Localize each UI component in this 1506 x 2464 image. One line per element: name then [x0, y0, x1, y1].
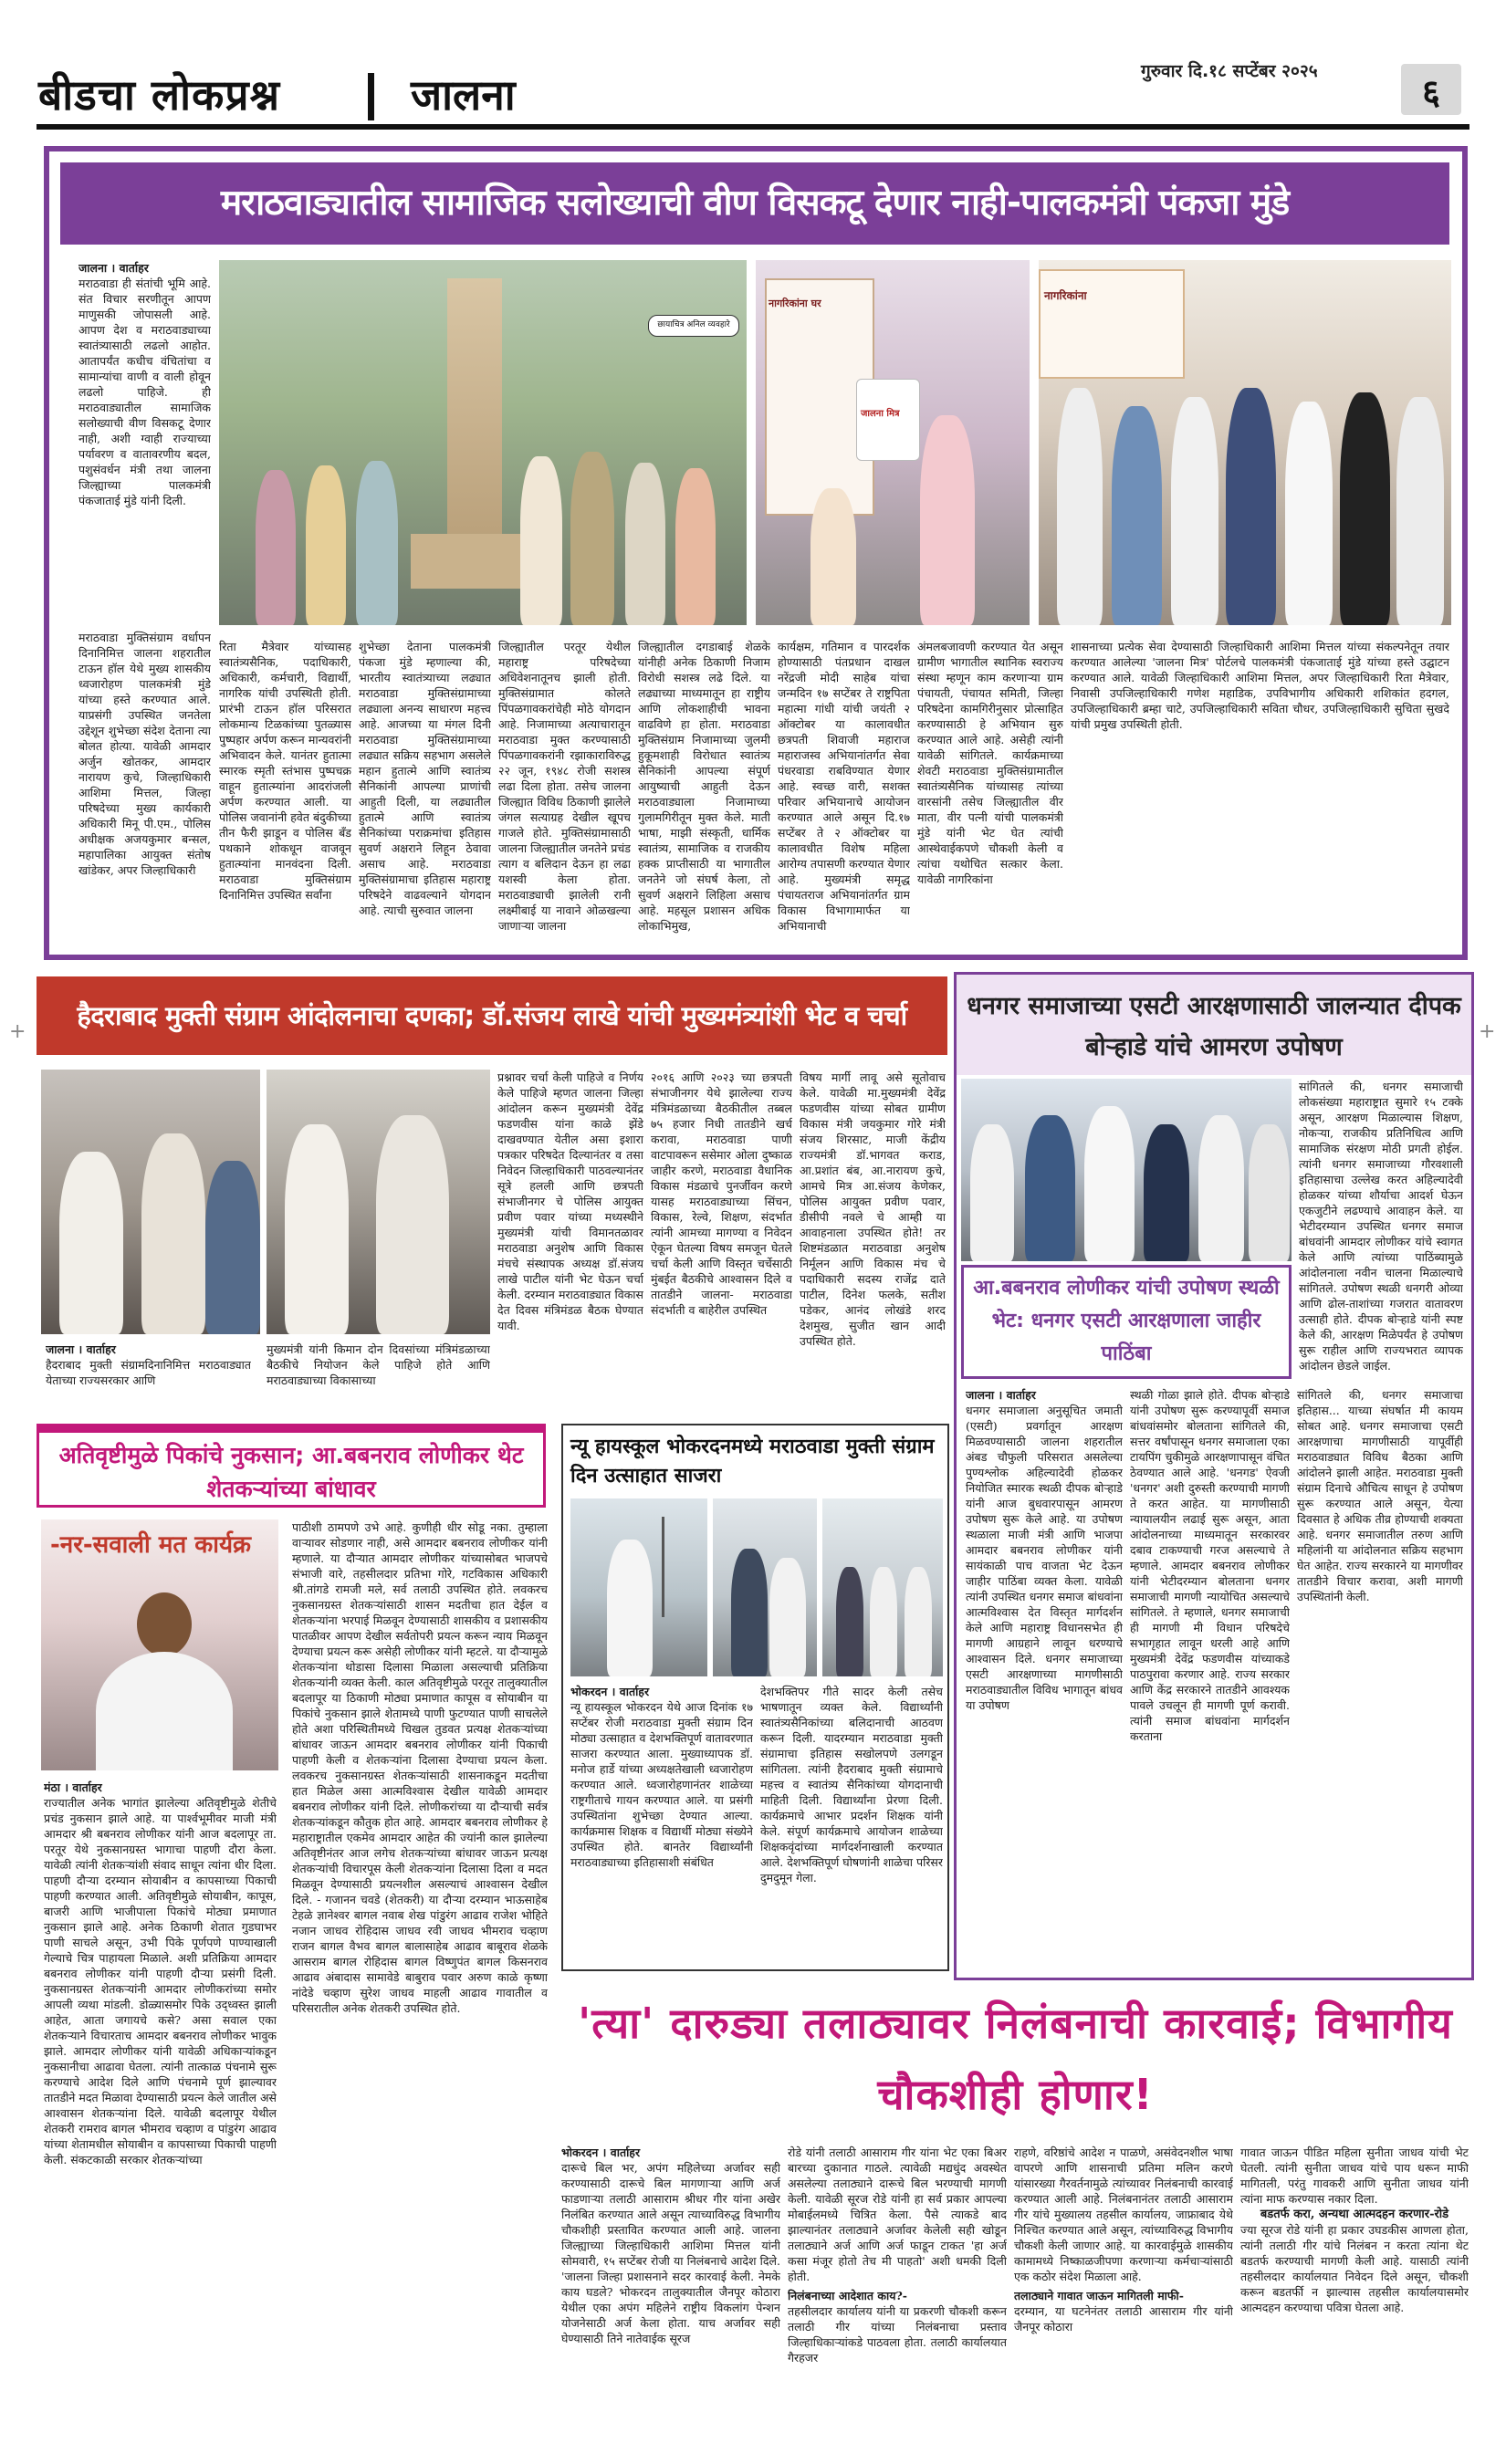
story-1-col-8: शासनाच्या प्रत्येक सेवा देण्यासाठी जिल्हाधिकारी आशिमा मित्तल यांच्या संकल्पनेतून तयार करण्यात आलेल्या 'जालना मित्र' पोर्टलचे पालकमंत्री पंकजाताई मुंडे यांच्या हस्ते उद्घाटन करण्यात आले. यावेळी जिल्हाधिकारी आशिमा मित्तल, अपर जिल्हाधिकारी रिता मैत्रेवार, निवासी उपजिल्हाधिकारी गणेश महाडिक, उपविभागीय अधिकारी शशिकांत हदगल, उपजिल्हाधिकारी ब्रम्हा चाटे, उपजिल्हाधिकारी सविता चौधर, उपजिल्हाधिकारी सुचिता सुखदे यांची प्रमुख उपस्थिती होती.: [1071, 640, 1449, 731]
story-5-col-1: [570, 1684, 753, 1962]
story-5-headline: न्यू हायस्कूल भोकरदनमध्ये मराठवाडा मुक्ती संग्राम दिन उत्साहात साजरा: [570, 1436, 935, 1488]
story-1-col-3: शुभेच्छा देताना पालकमंत्री पंकजा मुंडे म्हणाल्या की, भारतीय स्वातंत्र्याच्या लढ्यात मराठवाडा मुक्तिसंग्रामाच्या लढ्याला अनन्य साधारण महत्त्व आहे. आजच्या या मंगल दिनी मराठवाडा मुक्तिसंग्रामाच्या लढ्यात सक्रिय सहभाग असलेले महान हुतात्मे आणि स्वातंत्र्य सैनिकांनी आपल्या प्राणांची आहुती दिली, या लढ्यातील हुतात्मे आणि स्वातंत्र्य सैनिकांच्या पराक्रमांचा इतिहास सुवर्ण अक्षराने लिहून ठेवावा असाच आहे. मराठवाडा मुक्तिसंग्रामाचा इतिहास महाराष्ट्र परिषदेने वाढवल्याने योगदान आहे. त्याची सुरुवात जालना: [359, 640, 491, 917]
story-3-col-2: स्थळी गोळा झाले होते. दीपक बोऱ्हाडे यांनी उपोषण सुरू करण्यापूर्वी समाज बांधवांसमोर बोलताना सांगितले की, सत्तर वर्षांपासून धनगर समाजाला एका टायपिंग चुकीमुळे आरक्षणापासून वंचित ठेवण्यात आले आहे. 'धनगड' ऐवजी 'धनगर' अशी दुरुस्ती करण्याची मागणी ते करत आहेत. या मागणीसाठी न्यायालयीन लढाई सुरू असून, आता आंदोलनाच्या माध्यमातून सरकारवर दबाव टाकण्याची गरज असल्याचे ते म्हणाले. आमदार बबनराव लोणीकर यांनी भेटीदरम्यान बोलताना धनगर समाजाची मागणी न्यायोचित असल्याचे सांगितले. ते म्हणाले, धनगर समाजाची ही मागणी मी विधान परिषदेचे सभागृहात लावून धरली आहे आणि मुख्यमंत्री देवेंद्र फडणवीस यांच्याकडे पाठपुरावा करणार आहे. राज्य सरकार आणि केंद्र सरकारने तातडीने आवश्यक पावले उचलून ही मागणी पूर्ण करावी. त्यांनी समाज बांधवांना मार्गदर्शन करताना: [1130, 1388, 1290, 1743]
masthead-rule: [37, 124, 1469, 130]
person: [1025, 1115, 1075, 1261]
story-2-caption: [46, 1342, 251, 1415]
story-3-dateline: जालना । वार्ताहर: [966, 1388, 1036, 1402]
section-name: जालना: [411, 70, 516, 120]
person: [1226, 388, 1276, 625]
story-6-col-3b-text: दरम्यान, या घटनेनंतर तलाठी आसाराम गीर यांनी जैनपूर कोठारा: [1014, 2304, 1233, 2333]
story-3-col-1-text: धनगर समाजाला अनुसूचित जमाती (एसटी) प्रवर्गातून आरक्षण मिळवण्यासाठी जालना शहरातील अंबड चौफुली परिसरात असलेल्या पुण्यश्लोक अहिल्यादेवी होळकर नियोजित स्मारक स्थळी दीपक बोऱ्हाडे यांनी आज बुधवारपासून आमरण उपोषण सुरू केले आहे. या उपोषण स्थळाला माजी मंत्री आणि भाजपा आमदार बबनराव लोणीकर यांनी सायंकाळी पाच वाजता भेट देऊन जाहीर पाठिंबा व्यक्त केला. यावेळी त्यांनी उपस्थित धनगर समाज बांधवांना आत्मविश्वास देत विस्तृत मार्गदर्शन केले आणि महाराष्ट्र विधानसभेत ही मागणी आग्रहाने लावून धरण्याचे आश्वासन दिले. धनगर समाजाच्या एसटी आरक्षणाच्या मागणीसाठी मराठवाड्यातील विविध भागातून बांधव या उपोषण: [966, 1404, 1123, 1712]
story-5-col-2: देशभक्तिपर गीते सादर केली तसेच भाषणातून व्यक्त केले. विद्यार्थ्यांनी स्वातंत्र्यसैनिकांच्या बलिदानाची आठवण करून दिली. यादरम्यान मराठवाडा मुक्ती संग्रामाचा इतिहास सखोलपणे उलगडून सांगितला. त्यांनी हैदराबाद मुक्ती संग्रामाचे महत्त्व व स्वातंत्र्य सैनिकांच्या योगदानाची माहिती दिली. विद्यार्थ्यांना प्रेरणा दिली. कार्यक्रमाचे आभार प्रदर्शन शिक्षक यांनी केले. संपूर्ण कार्यक्रमाचे आयोजन शाळेच्या शिक्षकवृंदांच्या मार्गदर्शनाखाली करण्यात आले. देशभक्तिपूर्ण घोषणांनी शाळेचा परिसर दुमदुमून गेला.: [760, 1685, 943, 1885]
story-3-col-3: सांगितले की, धनगर समाजाचा इतिहास... याच्या संघर्षात मी कायम सोबत आहे. धनगर समाजाचा एसटी आरक्षणाचा मागणीसाठी यापूर्वीही मराठवाड्यात विविध बैठका आणि आंदोलने झाली आहेत. मराठवाडा मुक्ती संग्राम दिनाचे औचित्य साधून हे उपोषण सुरू करण्यात आले असून, येत्या दिवसात हे अधिक तीव्र होण्याची शक्यता आहे. धनगर समाजातील तरुण आणि महिलांनी या आंदोलनात सक्रिय सहभाग घेत आहेत. राज्य सरकारने या मागणीवर तातडीने विचार करावा, अशी मागणी उपस्थितांनी केली.: [1297, 1388, 1463, 1603]
story-1-col-6: कार्यक्षम, गतिमान व पारदर्शक होण्यासाठी पंतप्रधान दाखल नरेंद्रजी मोदी साहेब यांचा जन्मदिन १७ सप्टेंबर ते राष्ट्रपिता महात्मा गांधी यांची जयंती २ ऑक्टोबर या कालावधीत छत्रपती शिवाजी महाराज महाराजस्व अभियानांतर्गत सेवा पंधरवाडा राबविण्यात येणार आहे. स्वच्छ वारी, सशक्त परिवार अभियानाचे आयोजन करण्यात आले असून दि.१७ सप्टेंबर ते २ ऑक्टोबर या कालावधीत विशेष महिला आरोग्य तपासणी करण्यात येणार आहे. मुख्यमंत्री समृद्ध पंचायतराज अभियानांतर्गत ग्राम विकास विभागामार्फत या अभियानाची: [778, 640, 910, 933]
story-5-photo-2: [713, 1498, 817, 1676]
story-1-lead: [78, 260, 211, 625]
registration-mark-right: +: [1479, 1020, 1496, 1043]
person: [1285, 402, 1333, 625]
person: [970, 1124, 1014, 1261]
person: [285, 1124, 349, 1334]
person: [1171, 397, 1218, 625]
story-2-headline: हैदराबाद मुक्ती संग्राम आंदोलनाचा दणका; डॉ.संजय लाखे यांची मुख्यमंत्र्यांशी भेट व चर्चा: [77, 1000, 907, 1031]
photo-backdrop-text: -नर-सवाली मत कार्यक्र: [50, 1531, 251, 1559]
person: [256, 470, 296, 625]
story-1-headline: मराठवाड्यातील सामाजिक सलोख्याची वीण विसकटू देणार नाही-पालकमंत्री पंकजा मुंडे: [220, 183, 1290, 224]
story-5-dateline: भोकरदन । वार्ताहर: [570, 1685, 650, 1698]
paper-name: बीडचा लोकप्रश्न: [38, 70, 281, 120]
person: [1084, 1106, 1135, 1261]
banner: [1039, 269, 1185, 379]
story-6-col-4: [1240, 2145, 1469, 2455]
story-2-col-2: २०१६ आणि २०२३ च्या छत्रपती संभाजीनगर येथे झालेल्या राज्य मंत्रिमंडळाच्या बैठकीतील तब्बल ७५ हजार निधी तातडीने खर्च करावा, मराठवाडा पाणी वाटपावरून ससेमार ओला दुष्काळ जाहीर करणे, मराठवाडा वैधानिक विकास मंडळाचे पुनर्जीवन करणे यासह मराठवाड्याच्या सिंचन, विकास, रेल्वे, शिक्षण, संदर्भात त्यांनी आमच्या मागण्या व निवेदन ऐकून घेतल्या विषय समजून घेतले चर्चा केली आणि विस्तृत चर्चेसाठी मुंबईत बैठकीचे आश्वासन दिले व तातडीने जालना- मराठवाडा संदर्भाती व बाहेरील उपस्थित: [651, 1070, 792, 1317]
story-1-col-7: अंमलबजावणी करण्यात येत असून ग्रामीण भागातील स्थानिक स्वराज्य संस्था म्हणून काम करणाऱ्या ग्राम पंचायती, पंचायत समिती, जिल्हा परिषदेना कामगिरीनुसार प्रोत्साहित करण्यासाठी हे अभियान सुरु करण्यात आले आहे. असेही त्यांनी यावेळी सांगितले. कार्यक्रमाच्या शेवटी मराठवाडा मुक्तिसंग्रामातील स्वातंत्र्यसैनिक यांच्यासह त्यांच्या वारसांनी तसेच जिल्ह्यातील वीर माता, वीर पत्नी यांची पालकमंत्री मुंडे यांनी भेट घेत त्यांची आस्थेवाईकपणे चौकशी केली व त्यांचा यथोचित सत्कार केला. यावेळी नागरिकांना: [917, 640, 1063, 886]
story-6-subhead-2: तलाठ्याने गावात जाऊन मागितली माफी-: [1014, 2289, 1184, 2302]
person: [920, 415, 975, 625]
story-4-col-1: [44, 1780, 277, 2455]
story-5-photo-3: [822, 1498, 943, 1676]
story-6-col-4-text: गावात जाऊन पीडित महिला सुनीता जाधव यांची भेट घेतली. त्यांनी सुनीता जाधव यांचे पाय धरून माफी मागितली, परंतु गावकरी आणि सुनीता जाधव यांनी त्यांना माफ करण्यास नकार दिला.: [1240, 2146, 1469, 2206]
person: [59, 1152, 123, 1334]
story-3-headline: धनगर समाजाच्या एसटी आरक्षणासाठी जालन्यात दीपक बोऱ्हाडे यांचे आमरण उपोषण: [967, 992, 1461, 1061]
story-6-subhead-3: बडतर्फ करा, अन्यथा आत्मदहन करणार-रोडे: [1260, 2208, 1449, 2221]
story-1-photo-group: [1039, 260, 1451, 625]
person: [1198, 1115, 1244, 1261]
person: [306, 465, 346, 625]
story-1-photo-portal-launch: [756, 260, 1030, 625]
person: [356, 461, 398, 625]
story-3-col-top: सांगितले की, धनगर समाजाची लोकसंख्या महाराष्ट्रात सुमारे १५ टक्के असून, आरक्षण मिळाल्यास शिक्षण, नोकऱ्या, राजकीय प्रतिनिधित्व आणि सामाजिक संरक्षण मोठी प्रगती होईल. त्यांनी धनगर समाजाच्या गौरवशाली इतिहासाचा उल्लेख करत अहिल्यादेवी होळकर यांच्या शौर्याचा आदर्श घेऊन एकजुटीने लढण्याचे आवाहन केले. या भेटीदरम्यान उपस्थित धनगर समाज बांधवांनी आमदार लोणीकर यांचे स्वागत केले आणि त्यांच्या पाठिंब्यामुळे आंदोलनाला नवीन चालना मिळाल्याचे सांगितले. उपोषण स्थळी धनगरी ओव्या आणि ढोल-ताशांच्या गजरात वातावरण उत्साही होते. दीपक बोऱ्हाडे यांनी स्पष्ट केले की, आरक्षण मिळेपर्यंत हे उपोषण सुरू राहील आणि राज्यभरात व्यापक आंदोलन छेडले जाईल.: [1299, 1080, 1463, 1373]
person: [205, 1161, 260, 1334]
story-1-col-4: जिल्ह्यातील परतूर येथील महाराष्ट्र परिषदेच्या अधिवेशनातूनच झाली होती. मुक्तिसंग्रामात कोलते पिंपळगावकरांचेही मोठे योगदान आहे. निजामाच्या अत्याचारातून मराठवाडा मुक्त करण्यासाठी पिंपळगावकरांनी रझाकाराविरुद्ध २२ जून, १९४८ रोजी सशस्त्र लढा दिला होता. तसेच जालना जिल्ह्यात विविध ठिकाणी झालेले जंगल सत्याग्रह देखील खूपच गाजले होते. मुक्तिसंग्रामासाठी जालना जिल्ह्यातील जनतेने प्रचंड त्याग व बलिदान देऊन हा लढा यशस्वी केला होता. मराठवाड्याची झालेली रानी लक्ष्मीबाई या नावाने ओळखल्या जाणाऱ्या जालना: [498, 640, 631, 933]
person: [1144, 1124, 1189, 1261]
story-4-dateline: मंठा । वार्ताहर: [44, 1780, 102, 1794]
flag: [662, 1517, 664, 1617]
story-6-col-1-text: दारूचे बिल भर, अपंग महिलेच्या अर्जावर सही करण्यासाठी दारूचे बिल मागणाऱ्या आणि अर्ज फाडणाऱ्या तलाठी आसाराम श्रीधर गीर यांना अखेर निलंबित करण्यात आले असून त्याच्याविरुद्ध विभागीय चौकशीही प्रस्तावित करण्यात आली आहे. जालना जिल्ह्याच्या जिल्हाधिकारी आशिमा मित्तल यांनी सोमवारी, १५ सप्टेंबर रोजी या निलंबनाचे आदेश दिले. 'जालना जिल्हा प्रशासनाने सदर कारवाई केली. नेमके काय घडले? भोकरदन तालुक्यातील जैनपूर कोठारा येथील एका अपंग महिलेने राष्ट्रीय विकलांग पेन्शन योजनेसाठी अर्ज केला होता. याच अर्जावर सही घेण्यासाठी तिने नातेवाईक सूरज: [561, 2161, 780, 2345]
person: [520, 456, 562, 625]
person: [607, 1540, 653, 1676]
person: [570, 452, 614, 625]
story-2-photo-left: [41, 1070, 260, 1334]
masthead: [0, 0, 1506, 137]
story-6-col-2b-text: तहसीलदार कार्यालय यांनी या प्रकरणी चौकशी करून तलाठी गीर यांच्या निलंबनाचा प्रस्ताव जिल्हाधिकाऱ्यांकडे पाठवला होता. तलाठी कार्यालयात गैरहजर: [788, 2304, 1007, 2365]
story-3-photo: [961, 1079, 1292, 1261]
person: [731, 1549, 768, 1676]
story-1-photo-ceremony: [219, 260, 747, 625]
story-4-col-1-text: राज्यातील अनेक भागांत झालेल्या अतिवृष्टीमुळे शेतीचे प्रचंड नुकसान झाले आहे. या पार्श्वभूमीवर माजी मंत्री आमदार श्री बबनराव लोणीकर यांनी आज बदलापूर ता. परतूर येथे नुकसानग्रस्त भागाचा पाहणी दौरा केला. यावेळी त्यांनी शेतकऱ्यांशी संवाद साधून त्यांना धीर दिला. पाहणी दौऱ्या दरम्यान सोयाबीन व कापसाच्या पिकाची पाहणी करण्यात आली. अतिवृष्टीमुळे सोयाबीन, कापूस, बाजरी आणि भाजीपाला पिकांचे मोठ्या प्रमाणात नुकसान झाले आहे. अनेक ठिकाणी शेतात गुडघाभर पाणी साचले असून, उभी पिके पूर्णपणे पाण्याखाली गेल्याचे चित्र पाहायला मिळाले. अशी प्रतिक्रिया आमदार बबनराव लोणीकर यांनी पाहणी दौऱ्या प्रसंगी दिली. नुकसानग्रस्त शेतकऱ्यांनी आमदार लोणीकरांच्या समोर आपली व्यथा मांडली. डोळ्यासमोर पिके उद्ध्वस्त झाली आहेत, आता जगायचे कसे? असा सवाल एका शेतकऱ्याने विचारताच आमदार बबनराव लोणीकर भावुक झाले. आमदार लोणीकर यांनी यावेळी अधिकाऱ्यांकडून नुकसानीचा आढावा घेतला. त्यांनी तात्काळ पंचनामे सुरू करण्याचे आदेश दिले आणि पंचनामे पूर्ण झाल्यावर तातडीने मदत मिळावा देण्यासाठी प्रयत्न केले जातील असे आश्वासन शेतकऱ्यांना दिले. यावेळी बदलापूर येथील शेतकरी रामराव बागल भीमराव चव्हाण व पांडुरंग आढाव यांच्या शेतामधील सोयाबीन व कापसाच्या पिकाची पाहणी केली. संकटकाळी सरकार शेतकऱ्यांच्या: [44, 1796, 277, 2166]
tshirt: [856, 379, 920, 461]
story-4-col-2: पाठीशी ठामपणे उभे आहे. कुणीही धीर सोडू नका. तुम्हाला वाऱ्यावर सोडणार नाही, असे आमदार बबनराव लोणीकर यांनी म्हणाले. या दौऱ्यात आमदार लोणीकर यांच्यासोबत भाजपचे संभाजी वारे, तहसीलदार प्रतिभा गोरे, गटविकास अधिकारी श्री.तांगडे रामजी मले, सर्व तलाठी उपस्थित होते. लवकरच नुकसानग्रस्त शेतकऱ्यांसाठी शासन मदतीचा हात देईल व शेतकऱ्यांना भरपाई मिळवून देण्यासाठी शासकीय व प्रशासकीय पातळीवर आपण देखील सर्वतोपरी प्रयत्न करून न्याय मिळवून देण्याचा प्रयत्न करू असेही लोणीकर यांनी म्हटले. या दौऱ्यामुळे शेतकऱ्यांना थोडासा दिलासा मिळाला असल्याची प्रतिक्रिया शेतकऱ्यांनी व्यक्त केली. काल अतिवृष्टीमुळे परतूर तालुक्यातील बदलापूर या ठिकाणी मोठ्या प्रमाणात कापूस व सोयाबीन या पिकांचे नुकसान झाले शेतामध्ये पाणी फुटण्यात पाणी साचलेले होते अशा परिस्थितीमध्ये चिखल तुडवत प्रत्यक्ष शेतकऱ्यांच्या बांधावर जाऊन आमदार बबनराव लोणीकर यांनी पिकाची पाहणी केली व शेतकऱ्यांना दिलासा देण्याचा प्रयत्न केला. लवकरच नुकसानग्रस्त शेतकऱ्यांसाठी शासनाकडून मदतीचा हात मिळेल असा आत्मविश्वास देखील यावेळी आमदार बबनराव लोणीकर यांनी दिले. लोणीकरांच्या या दौऱ्याची सर्वत्र शेतकऱ्यांकडून कौतुक होत आहे. आमदार बबनराव लोणीकर हे महाराष्ट्रातील एकमेव आमदार आहेत की ज्यांनी काल झालेल्या अतिवृष्टीनंतर आज लगेच शेतकऱ्यांच्या बांधावर जाऊन प्रत्यक्ष शेतकऱ्यांची विचारपूस केली शेतकऱ्यांना दिलासा दिला व मदत मिळवून देण्यासाठी प्रयत्नशील असल्याचं आश्वासन देखील दिले. - गजानन चवडे (शेतकरी) या दौऱ्या दरम्यान भाऊसाहेब टेहळे ज्ञानेश्वर बागल नवाब शेख पांडुरंग आढाव राजेश भोहिते नजान जाधव रोहिदास जाधव रवी जाधव भीमराव चव्हाण राजन बागल वैभव बागल बालासाहेब आढाव बाबूराव शेळके आसराम बागल रोहिदास बागल विष्णुपंत बागल किसनराव आढाव अंबादास सामावेडे बाबुराव पवार अरुण काळे कृष्णा नांदेडे चव्हाण सुरेश जाधव माहली आढाव गावातील व परिसरातील अनेक शेतकरी उपस्थित होते.: [292, 1520, 548, 2015]
standee-text: नागरिकांना घर: [769, 298, 821, 309]
story-5-photo-1: [570, 1498, 707, 1676]
story-2-dateline: जालना । वार्ताहर: [46, 1342, 116, 1356]
tshirt-text: जालना मित्र: [861, 409, 900, 419]
person: [1396, 397, 1444, 625]
person: [769, 1558, 806, 1676]
story-6-col-4b-text: ज्या सूरज रोडे यांनी हा प्रकार उघडकीस आणला होता, त्यांनी तलाठी गीर यांचे निलंबन न करता त्यांना थेट बडतर्फ करण्याची मागणी केली आहे. यासाठी त्यांनी तहसीलदार कार्यालयात निवेदन दिले असून, चौकशी करून बडतर्फी न झाल्यास तहसील कार्यालयासमोर आत्मदहन करण्याचा पवित्रा घेतला आहे.: [1240, 2223, 1469, 2314]
masthead-divider: [368, 73, 374, 120]
registration-mark-left: +: [9, 1020, 26, 1043]
story-4-photo: [41, 1519, 278, 1770]
story-6-col-3-text: राहणे, वरिष्ठांचे आदेश न पाळणे, असंवेदनशील भाषा वापरणे आणि शासनाची प्रतिमा मलिन करणे यांसारख्या गैरवर्तनामुळे त्यांच्यावर निलंबनाची कारवाई करण्यात आली आहे. निलंबनानंतर तलाठी आसाराम गीर यांचे मुख्यालय तहसील कार्यालय, जाफ्राबाद येथे निश्चित करण्यात आले असून, त्यांच्याविरुद्ध विभागीय चौकशी केली जाणार आहे. या कारवाईमुळे शासकीय कामामध्ये निष्काळजीपणा करणाऱ्या कर्मचाऱ्यांसाठी एक कठोर संदेश मिळाला आहे.: [1014, 2146, 1233, 2283]
issue-date: गुरुवार दि.१८ सप्टेंबर २०२५: [1141, 61, 1318, 81]
story-1-col-5: जिल्ह्यातील दगडाबाई शेळके यांनीही अनेक ठिकाणी निजाम विरोधी सशस्त्र लढे दिले. या लढ्याच्या माध्यमातून हा राष्ट्रीय आणि लोकशाहीची भावना वाढविणे हा होता. मराठवाडा मुक्तिसंग्राम निजामाच्या जुलमी हुकूमशाही विरोधात स्वातंत्र्य सैनिकांनी आपल्या संपूर्ण आयुष्याची आहुती देऊन मराठवाड्याला निजामाच्या गुलामगिरीतून मुक्त केले. माती भाषा, माझी संस्कृती, धार्मिक स्वातंत्र्य, सामाजिक व राजकीय हक्क प्राप्तीसाठी या भागातील जनतेने जो संघर्ष केला, तो सुवर्ण अक्षराने लिहिला असाच आहे. महसूल प्रशासन अधिक लोकाभिमुख,: [638, 640, 770, 933]
story-6-dateline: भोकरदन । वार्ताहर: [561, 2146, 641, 2159]
story-1-lead-text: मराठवाडा ही संतांची भूमि आहे. संत विचार सरणीतून आपण माणुसकी जोपासली आहे. आपण देश व मराठवाड्याच्या स्वातंत्र्यासाठी लढलो आहोत. आतापर्यंत कधीच वंचितांचा व सामान्यांचा वाणी व वाली होवून लढलो पाहिजे. ही मराठवाड्यातील सामाजिक सलोख्याची वीण विसकटू देणार नाही, अशी ग्वाही राज्याच्या पर्यावरण व वातावरणीय बदल, पशुसंवर्धन मंत्री तथा जालना जिल्ह्याच्या पालकमंत्री पंकजाताई मुंडे यांनी दिली.: [78, 277, 211, 507]
person: [675, 468, 716, 625]
story-5-col-1-text: न्यू हायस्कूल भोकरदन येथे आज दिनांक १७ सप्टेंबर रोजी मराठवाडा मुक्ती संग्राम दिन मोठ्या उत्साहात व देशभक्तिपूर्ण वातावरणात साजरा करण्यात आला. मुख्याध्यापक डॉ. मनोज हार्डे यांच्या अध्यक्षतेखाली ध्वजारोहण करण्यात आले. ध्वजारोहणानंतर शाळेच्या राष्ट्रगीताचे गायन करण्यात आले. या प्रसंगी उपस्थितांना शुभेच्छा देण्यात आल्या. कार्यक्रमास शिक्षक व विद्यार्थी मोठ्या संख्येने उपस्थित होते. बानतेर विद्यार्थ्यांनी मराठवाड्याच्या इतिहासाशी संबंधित: [570, 1700, 753, 1869]
story-2-photo-right: [267, 1070, 490, 1334]
person: [870, 1567, 897, 1676]
person: [836, 1567, 863, 1676]
story-6-col-3: [1014, 2145, 1233, 2455]
memorial-base: [411, 534, 539, 589]
story-6-subhead-1: निलंबनाच्या आदेशात काय?-: [788, 2289, 907, 2302]
person: [376, 1115, 449, 1334]
story-1-col-2: रिता मैत्रेवार यांच्यासह स्वातंत्र्यसैनिक, पदाधिकारी, अधिकारी, कर्मचारी, विद्यार्थी, नागरिक यांची उपस्थिती होती. प्रारंभी टाऊन हॉल परिसरात लोकमान्य टिळकांच्या पुतळ्यास पुष्पहार अर्पण करून मान्यवरांनी अभिवादन केले. यानंतर हुतात्मा स्मारक स्मृती स्तंभास पुष्पचक्र वाहून हुतात्म्यांना आदरांजली अर्पण करण्यात आली. या पोलिस जवानांनी हवेत बंदुकीच्या तीन फैरी झाडून व पोलिस बँड पथकाने शोकधून वाजवून हुतात्म्यांना मानवंदना दिली. मराठवाडा मुक्तिसंग्राम दिनानिमित्त उपस्थित सर्वांना: [219, 640, 351, 902]
story-1-col-1b: मराठवाडा मुक्तिसंग्राम वर्धापन दिनानिमित्त जालना शहरातील टाऊन हॉल येथे मुख्य शासकीय ध्वजारोहण पालकमंत्री मुंडे यांच्या हस्ते करण्यात आले. याप्रसंगी उपस्थित जनतेला उद्देशून शुभेच्छा संदेश देताना त्या बोलत होत्या. यावेळी आमदार अर्जुन खोतकर, आमदार नारायण कुचे, जिल्हाधिकारी आशिमा मित्तल, जिल्हा परिषदेच्या मुख्य कार्यकारी अधिकारी मिनू पी.एम., पोलिस अधीक्षक अजयकुमार बन्सल, महापालिका आयुक्त संतोष खांडेकर, अपर जिल्हाधिकारी: [78, 631, 211, 877]
person: [905, 1567, 932, 1676]
story-6-headline: 'त्या' दारुड्या तलाठ्यावर निलंबनाची कारवाई; विभागीय चौकशीही होणार!: [578, 1999, 1453, 2119]
person: [1340, 392, 1390, 625]
story-6-col-1: [561, 2145, 780, 2455]
person: [625, 463, 665, 625]
banner-text: नागरिकांना: [1044, 289, 1087, 302]
story-2-col-3: विषय मार्गी लावू असे सूतोवाच केले. यावेळी मा.मुख्यमंत्री देवेंद्र फडणवीस यांच्या सोबत ग्रामीण विकास मंत्री जयकुमार गोरे मंत्री संजय शिरसाट, माजी केंद्रीय राज्यमंत्री डॉ.भागवत कराड, आ.प्रशांत बंब, आ.नारायण कुचे, आमचे मित्र आ.संजय केणेकर, पोलिस आयुक्त प्रवीण पवार, डीसीपी नवले चे आम्ही या आवाहनाला उपस्थित होते! तर शिष्टमंडळात मराठवाडा अनुशेष निर्मूलन आणि विकास मंच चे पदाधिकारी सदस्य राजेंद्र दाते पाटील, दिनेश फलके, सतीश पडेकर, आनंद लोखंडे शरद देशमुख, सुजीत खान आदी उपस्थित होते.: [800, 1070, 946, 1348]
person: [141, 1133, 205, 1334]
person: [96, 1652, 233, 1770]
person-head: [137, 1592, 192, 1656]
story-1-dateline: जालना । वार्ताहर: [78, 261, 149, 275]
story-6-col-2-text: रोडे यांनी तलाठी आसाराम गीर यांना भेट एका बिअर बारच्या दुकानात गाठले. त्यावेळी मद्यधुंद अवस्थेत असलेल्या तलाठ्याने दारूचे बिल भरण्याची मागणी केली. यावेळी सूरज रोडे यांनी हा सर्व प्रकार आपल्या मोबाईलमध्ये चित्रित केला. पैसे त्याकडे बाद झाल्यानंतर तलाठ्याने अर्जावर केलेली सही खोडून तलाठ्याने अर्ज आणि अर्ज फाडून टाकत 'हा अर्ज कसा मंजूर होतो तेच मी पाहतो' अशी धमकी दिली होती.: [788, 2146, 1007, 2283]
person: [1112, 406, 1162, 625]
story-6-col-2: [788, 2145, 1007, 2455]
story-4-headline: अतिवृष्टीमुळे पिकांचे नुकसान; आ.बबनराव लोणीकर थेट शेतकऱ्यांच्या बांधावर: [58, 1442, 524, 1502]
story-3-col-1: [966, 1387, 1123, 1971]
person: [1249, 1124, 1290, 1261]
photo-credit: छायाचित्र अनिल व्यवहारे: [657, 320, 730, 329]
story-2-col-1: प्रश्नावर चर्चा केली पाहिजे व निर्णय केले पाहिजे म्हणत जालना जिल्हा आंदोलन करून मुख्यमंत्री देवेंद्र फडणवीस यांना काळे झेंडे दाखवण्यात येतील असा इशारा पत्रकार परिषदेत दिल्यानंतर व तसा निवेदन जिल्हाधिकारी पाठवल्यानंतर सूत्रे हलली आणि छत्रपती संभाजीनगर चे पोलिस आयुक्त प्रवीण पवार यांच्या मध्यस्थीने मुख्यमंत्री यांची विमानतळावर मराठवाडा अनुशेष आणि विकास मंचचे संस्थापक अध्यक्ष डॉ.संजय लाखे पाटील यांनी भेट घेऊन चर्चा केली. दरम्यान मराठवाड्यात विकास देत दिवस मंत्रिमंडळ बैठक घेण्यात यावी.: [497, 1070, 643, 1332]
story-3-inset-headline: आ.बबनराव लोणीकर यांची उपोषण स्थळी भेट: धनगर एसटी आरक्षणाला जाहीर पाठिंबा: [973, 1277, 1280, 1365]
story-2-caption-text: हैदराबाद मुक्ती संग्रामदिनानिमित्त मराठवाड्यात येताच्या राज्यसरकार आणि: [46, 1358, 251, 1387]
person: [811, 488, 856, 625]
person: [1057, 388, 1103, 625]
page-number: ६: [1422, 72, 1440, 112]
story-2-caption-2: मुख्यमंत्री यांनी किमान दोन दिवसांच्या मंत्रिमंडळाच्या बैठकीचे नियोजन केले पाहिजे होते आणि मराठवाड्याच्या विकासाच्या: [267, 1342, 490, 1387]
